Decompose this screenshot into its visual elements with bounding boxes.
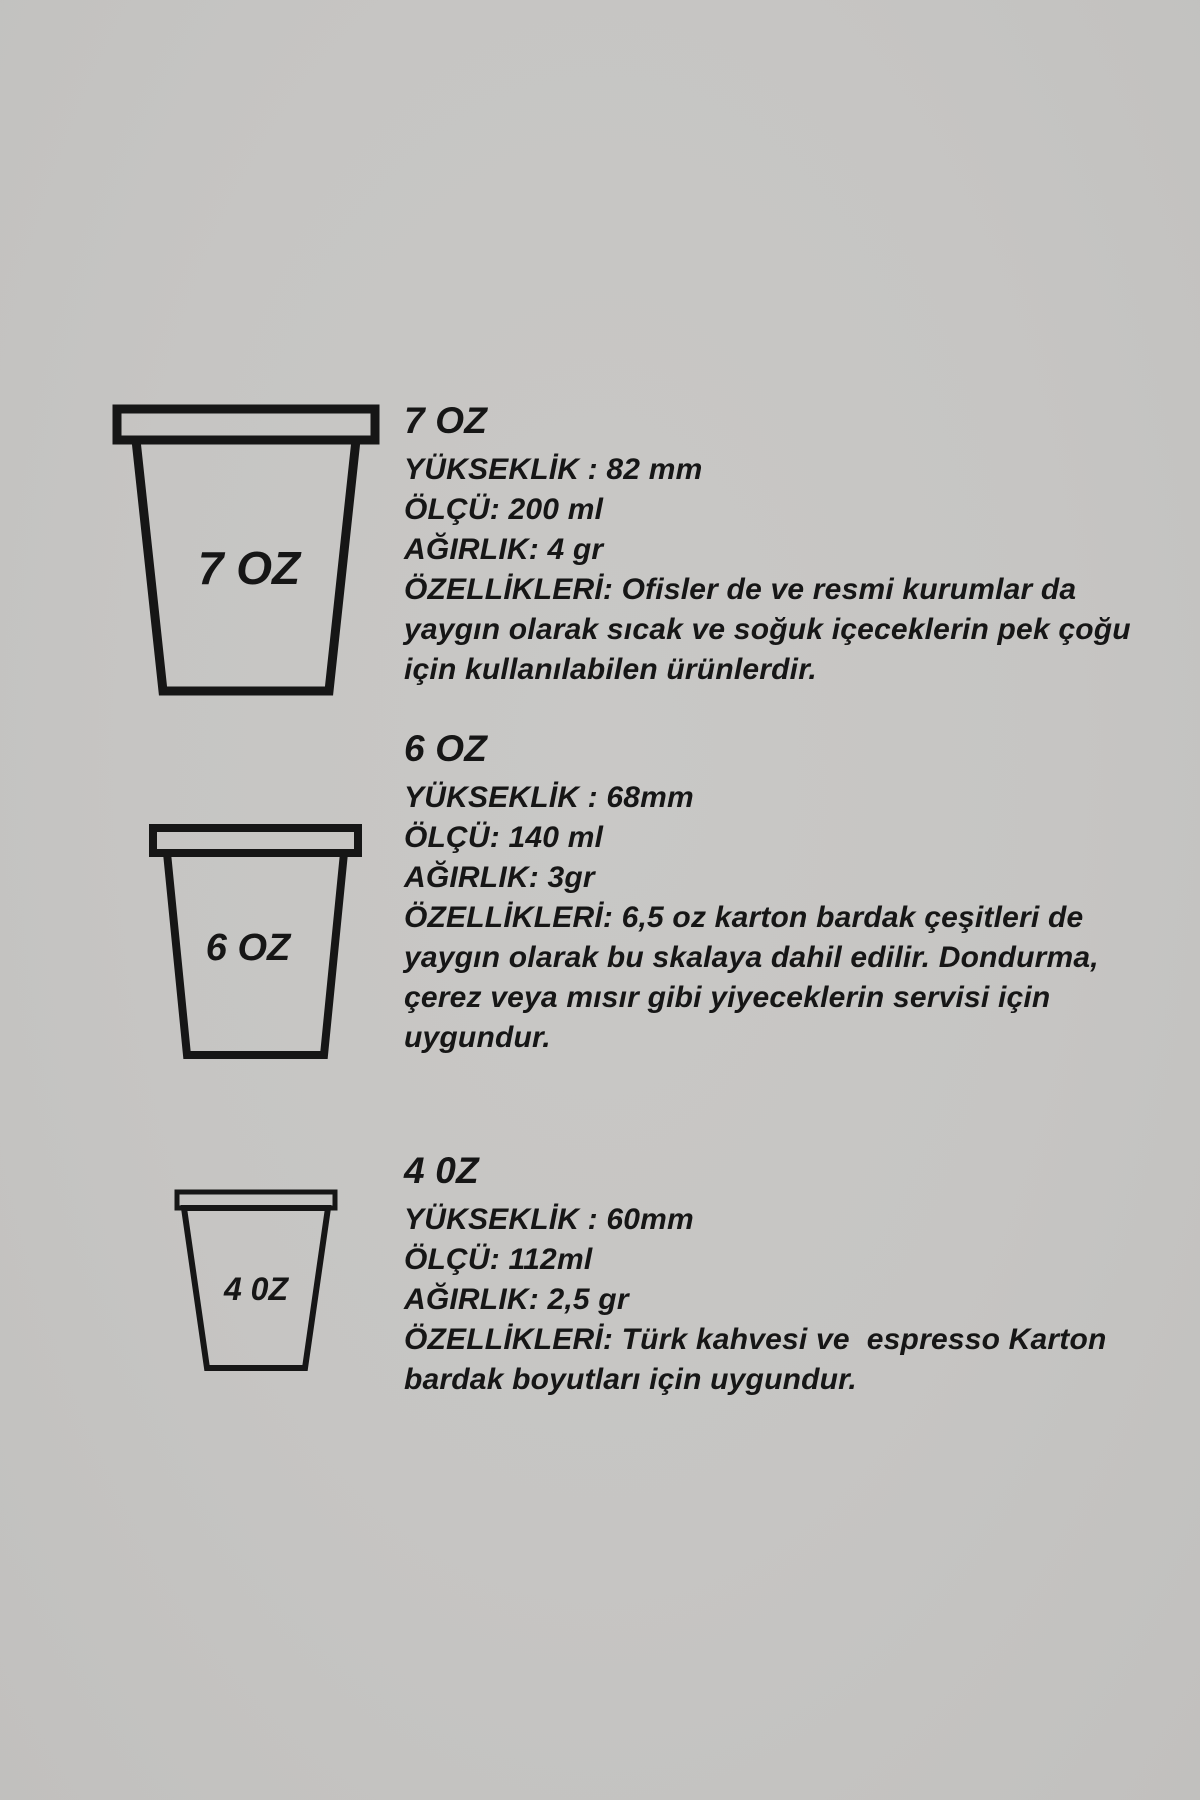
spec-weight: AĞIRLIK: 3gr bbox=[404, 861, 595, 894]
spec-height: YÜKSEKLİK : 82 mm bbox=[404, 453, 703, 486]
section-4oz-title: 4 0Z bbox=[404, 1150, 479, 1191]
desc-line: yaygın olarak sıcak ve soğuk içeceklerin pek çoğu bbox=[404, 613, 1131, 646]
section-6oz-text bbox=[404, 726, 1200, 1058]
cup-6oz-size-label: 6 OZ bbox=[205, 927, 291, 969]
cup-4oz-figure bbox=[170, 1185, 345, 1380]
spec-volume: ÖLÇÜ: 140 ml bbox=[404, 821, 604, 854]
desc-line: çerez veya mısır gibi yiyeceklerin servisi için bbox=[404, 981, 1051, 1014]
section-7oz-title: 7 OZ bbox=[404, 400, 488, 441]
desc-line: uygundur. bbox=[404, 1021, 551, 1054]
cup-7oz-size-label: 7 OZ bbox=[197, 542, 301, 594]
spec-weight: AĞIRLIK: 4 gr bbox=[404, 533, 604, 566]
desc-line: ÖZELLİKLERİ: 6,5 oz karton bardak çeşitleri de bbox=[404, 901, 1084, 934]
spec-volume: ÖLÇÜ: 112ml bbox=[404, 1243, 593, 1276]
section-4oz-text bbox=[404, 1148, 1200, 1400]
spec-weight: AĞIRLIK: 2,5 gr bbox=[404, 1283, 629, 1316]
desc-line: ÖZELLİKLERİ: Ofisler de ve resmi kurumlar da bbox=[404, 573, 1077, 606]
cup-6oz-figure bbox=[146, 820, 366, 1065]
cup-7oz-rim bbox=[117, 409, 375, 440]
desc-line: bardak boyutları için uygundur. bbox=[404, 1363, 857, 1396]
desc-line: yaygın olarak bu skalaya dahil edilir. Dondurma, bbox=[404, 941, 1099, 974]
cup-7oz-figure bbox=[112, 402, 382, 702]
spec-height: YÜKSEKLİK : 68mm bbox=[404, 781, 694, 814]
cup-4oz-size-label: 4 0Z bbox=[223, 1271, 289, 1307]
section-6oz-title: 6 OZ bbox=[404, 728, 488, 769]
desc-line: için kullanılabilen ürünlerdir. bbox=[404, 653, 817, 686]
spec-height: YÜKSEKLİK : 60mm bbox=[404, 1203, 694, 1236]
spec-volume: ÖLÇÜ: 200 ml bbox=[404, 493, 604, 526]
desc-line: ÖZELLİKLERİ: Türk kahvesi ve espresso Karton bbox=[404, 1323, 1107, 1356]
section-7oz-text bbox=[404, 398, 1200, 690]
